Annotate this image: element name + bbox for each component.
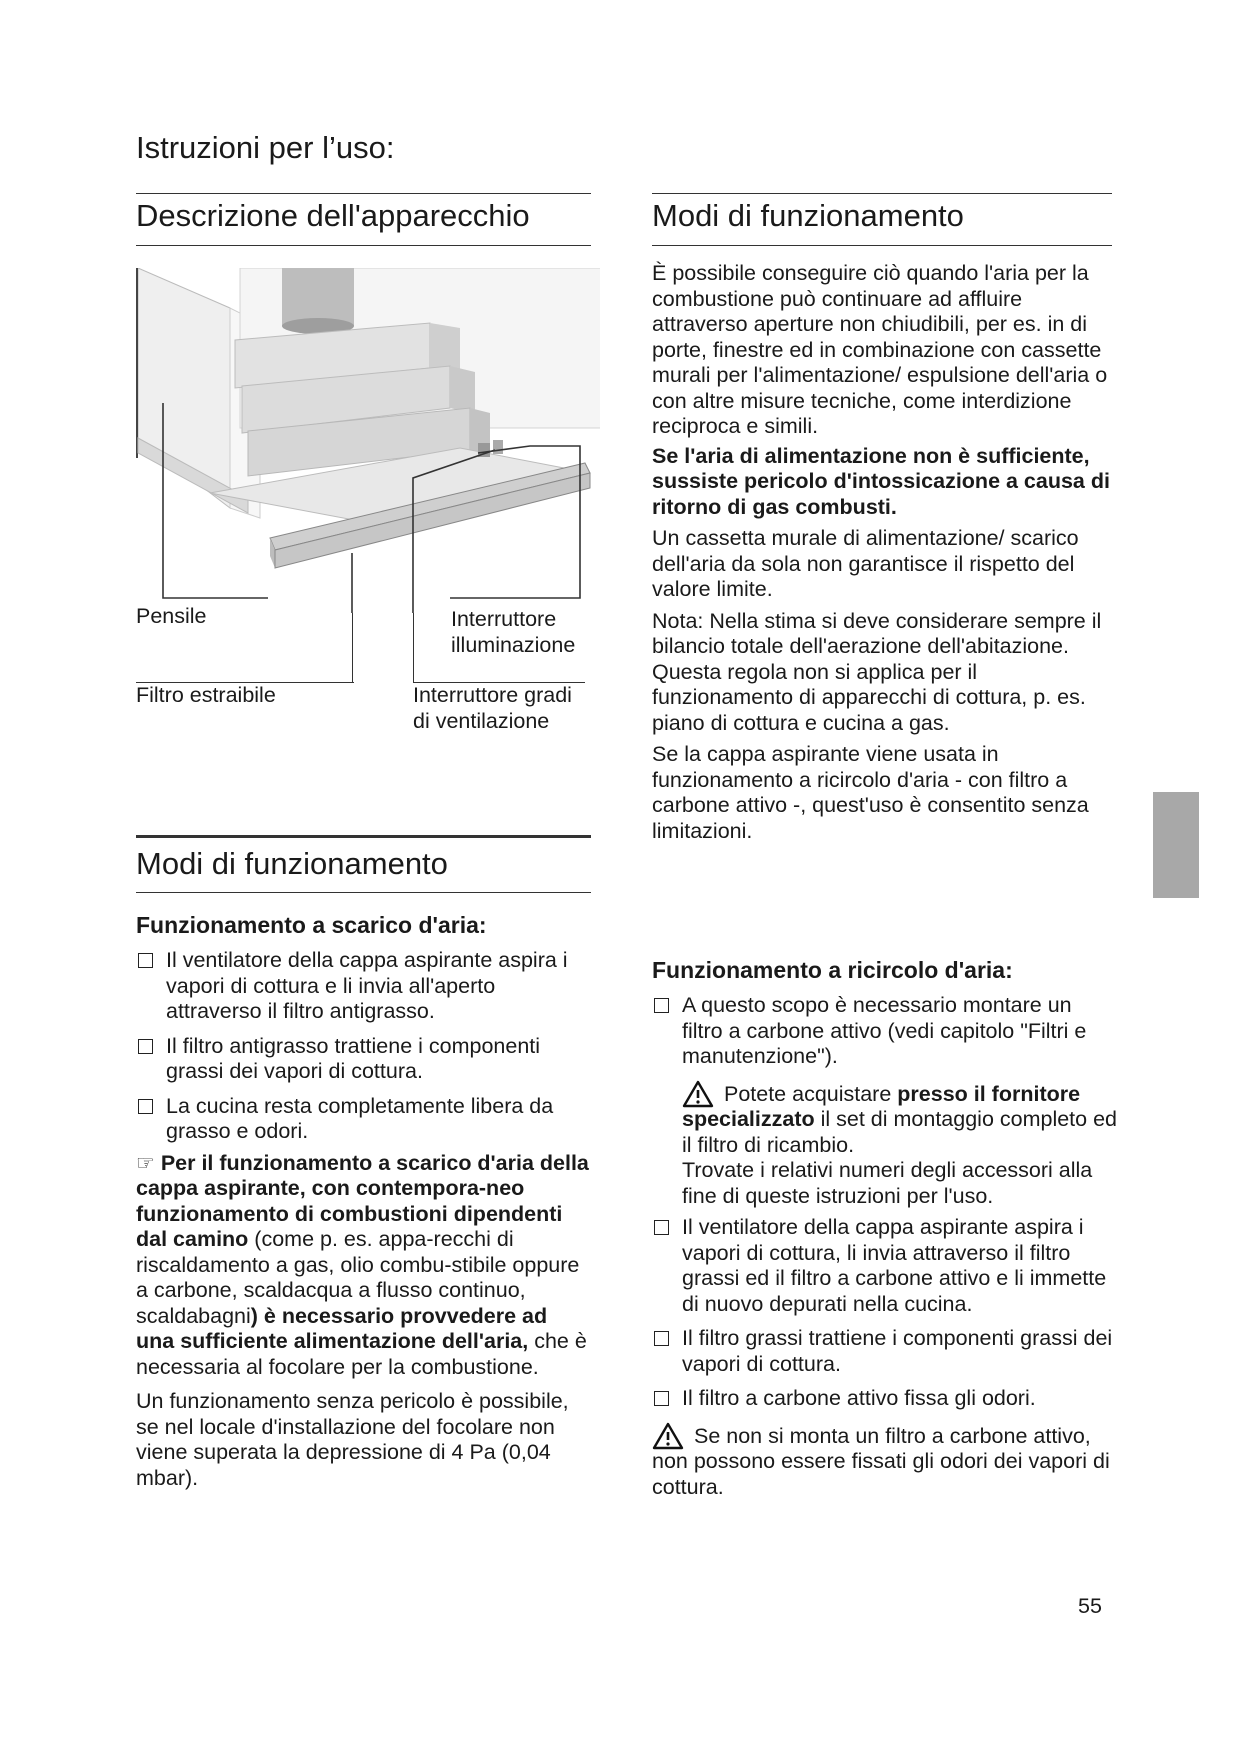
modes-heading-right: Modi di funzionamento (652, 198, 964, 233)
right-body-2 (652, 993, 1117, 1500)
checkbox-square-icon (654, 998, 669, 1013)
side-thumb-tab (1153, 792, 1199, 898)
label-pensile: Pensile (136, 604, 207, 628)
right-body (652, 261, 1117, 844)
checkbox-square-icon (138, 953, 153, 968)
filtro-leader-vertical (352, 613, 353, 683)
paragraph-2: Un cassetta murale di alimentazione/ scarico dell'aria da sola non garantisce il rispetto del valore limite. (652, 526, 1079, 601)
list-item: A questo scopo è necessario montare un filtro a carbone attivo (vedi capitolo "Filtri e manutenzione"). (652, 993, 1117, 1070)
label-filtro-estraibile: Filtro estraibile (136, 683, 276, 707)
warning-triangle-icon (682, 1080, 714, 1108)
list-item: Il filtro a carbone attivo fissa gli odori. (652, 1386, 1117, 1412)
rule-modes-left-top (136, 835, 591, 838)
left-body (136, 948, 591, 1491)
pressure-paragraph: Un funzionamento senza pericolo è possibile, se nel locale d'installazione del focolare non viene superata la depressione di 4 Pa (0,04 mbar). (136, 1389, 569, 1490)
rule-top-left (136, 193, 591, 194)
checkbox-square-icon (654, 1391, 669, 1406)
checkbox-square-icon (654, 1220, 669, 1235)
list-item: Il ventilatore della cappa aspirante aspira i vapori di cottura e li invia all'aperto attraverso il filtro antigrasso. (136, 948, 591, 1025)
page-number: 55 (1078, 1594, 1102, 1618)
list-item: Il filtro grassi trattiene i componenti grassi dei vapori di cottura. (652, 1326, 1117, 1377)
label-interruttore-illuminazione-1: Interruttore (451, 607, 557, 631)
label-interruttore-illuminazione-2: illuminazione (451, 633, 576, 657)
exhaust-heading: Funzionamento a scarico d'aria: (136, 912, 487, 938)
list-item: La cucina resta completamente libera da grasso e odori. (136, 1094, 591, 1145)
page-title: Istruzioni per l’uso: (136, 130, 395, 165)
rule-top-right (652, 193, 1112, 194)
gradi-leader-vertical (413, 613, 414, 683)
label-interruttore-gradi-2: di ventilazione (413, 709, 550, 733)
rule-under-description (136, 245, 591, 246)
description-heading: Descrizione dell'apparecchio (136, 198, 530, 233)
paragraph-4: Se la cappa aspirante viene usata in funzionamento a ricircolo d'aria - con filtro a carbone attivo -, quest'uso è consentito senza limitazioni. (652, 742, 1089, 843)
warning-triangle-icon (652, 1422, 684, 1450)
rule-under-modes-right (652, 245, 1112, 246)
label-interruttore-gradi-1: Interruttore gradi (413, 683, 572, 707)
checkbox-square-icon (138, 1099, 153, 1114)
hood-illustration (130, 268, 600, 613)
recirc-heading: Funzionamento a ricircolo d'aria: (652, 957, 1013, 983)
warning-bold-paragraph: Se l'aria di alimentazione non è sufficiente, sussiste pericolo d'intossicazione a causa di ritorno di gas combusti. (652, 443, 1110, 519)
checkbox-square-icon (138, 1039, 153, 1054)
warning-note-2: Se non si monta un filtro a carbone attivo, non possono essere fissati gli odori dei vapori di cottura. (652, 1423, 1110, 1499)
modes-heading-left: Modi di funzionamento (136, 846, 448, 881)
rule-modes-left-bottom (136, 892, 591, 893)
checkbox-square-icon (654, 1331, 669, 1346)
pointing-hand-icon: ☞ (136, 1151, 155, 1175)
note-paragraph: ☞ Per il funzionamento a scarico d'aria della cappa aspirante, con contempora-neo funzionamento di combustioni dipendenti dal camino (come p. es. appa-recchi di riscaldamento a gas, olio combu-stibile oppure a carbone, scaldacqua a flusso continuo, scaldabagni) è necessario provvedere ad una sufficiente alimentazione dell'aria, che è necessaria al focolare per la combustione. (136, 1150, 589, 1379)
list-item: Il ventilatore della cappa aspirante aspira i vapori di cottura, li invia attraverso il filtro grassi ed il filtro a carbone attivo e li immette di nuovo depurati nella cucina. (652, 1215, 1117, 1317)
warning-note: Potete acquistare presso il fornitore specializzato il set di montaggio completo ed il filtro di ricambio. Trovate i relativi numeri degli accessori alla fine di queste istruzioni per l'uso. (682, 1081, 1118, 1208)
paragraph-1: È possibile conseguire ciò quando l'aria per la combustione può continuare ad affluire attraverso aperture non chiudibili, per es. in di porte, finestre ed in combinazione con cassette murali per l'alimentazione/ espulsione dell'aria o con altre misure tecniche, come interdizione reciproca e simili. (652, 261, 1108, 438)
list-item: Il filtro antigrasso trattiene i componenti grassi dei vapori di cottura. (136, 1034, 591, 1085)
paragraph-3: Nota: Nella stima si deve considerare sempre il bilancio totale dell'aerazione dell'abitazione. Questa regola non si applica per il funzionamento di apparecchi di cottura, p. es. piano di cottura e cucina a gas. (652, 608, 1102, 735)
